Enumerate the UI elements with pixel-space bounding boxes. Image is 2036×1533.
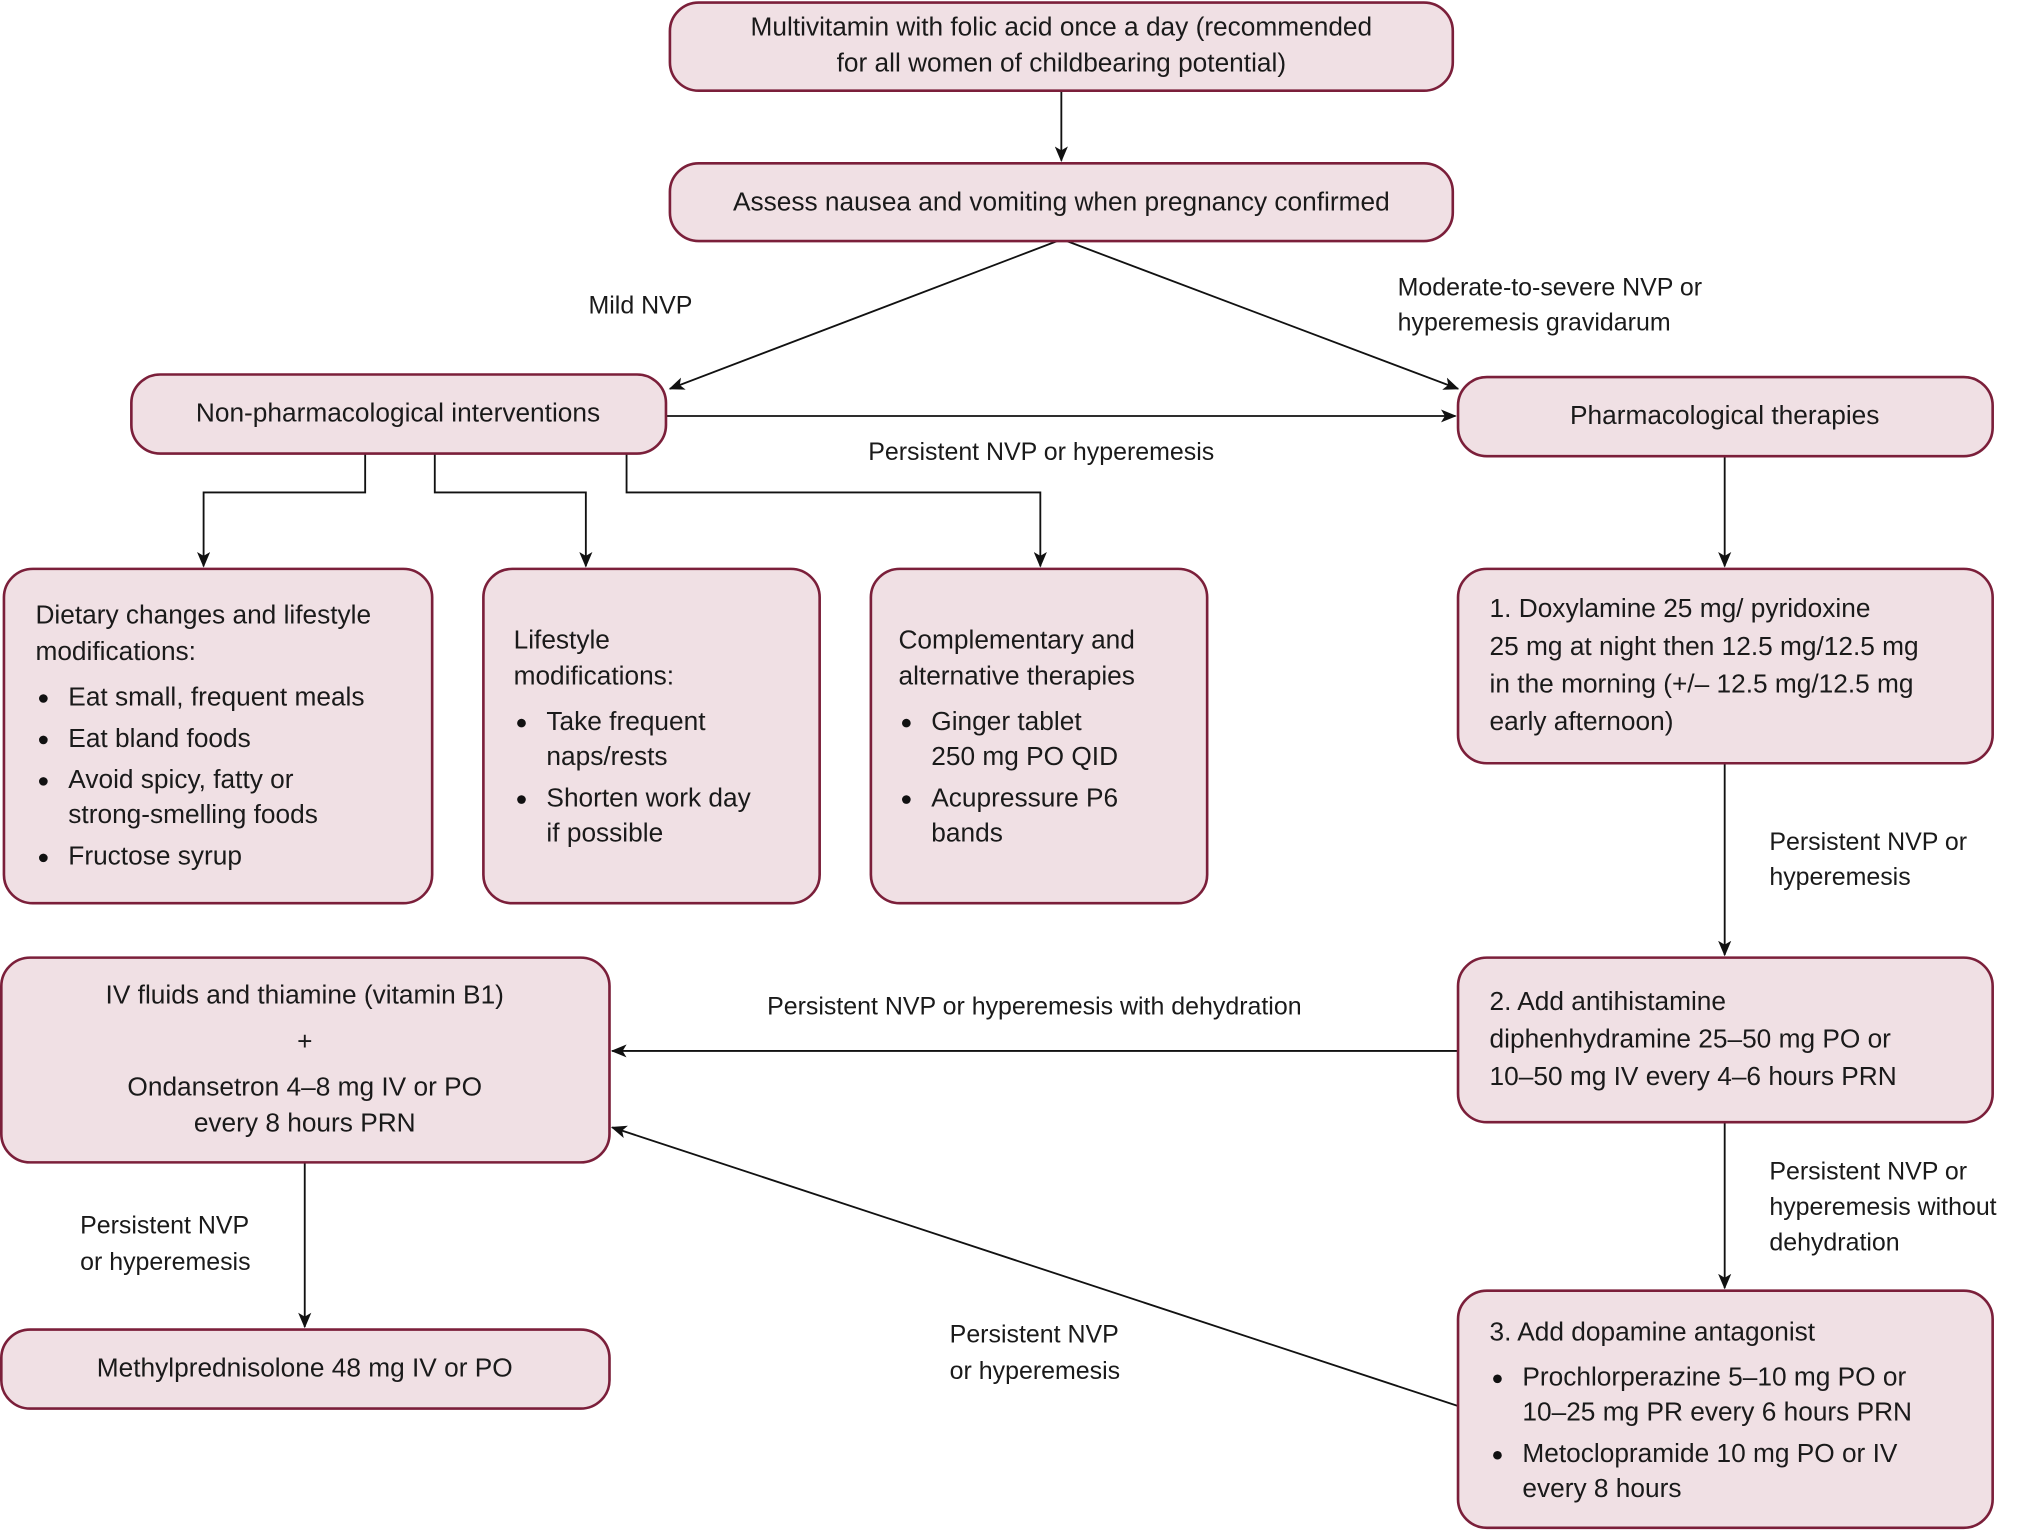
bullet-text: if possible — [546, 817, 664, 848]
node-text-line: Pharmacological therapies — [1569, 400, 1880, 431]
edge-label-without_dehydration — [1769, 1158, 1996, 1256]
bullet-text: Take frequent — [546, 706, 706, 736]
bullet-text: Acupressure P6 — [931, 782, 1119, 813]
node-nonpharm — [131, 375, 666, 454]
edge-label-line: hyperemesis without — [1769, 1194, 1997, 1221]
node-text-line: 1. Doxylamine 25 mg/ pyridoxine — [1489, 593, 1871, 624]
node-dopamine — [1458, 1291, 1993, 1528]
edge-label-line: Persistent NVP or hyperemesis — [868, 439, 1215, 467]
node-text-line: Lifestyle — [513, 624, 610, 655]
node-pharm — [1458, 377, 1993, 456]
bullet-text: Avoid spicy, fatty or — [68, 764, 294, 795]
bullet-icon — [39, 694, 48, 703]
bullet-text: every 8 hours — [1522, 1473, 1682, 1504]
node-text-line: in the morning (+/– 12.5 mg/12.5 mg — [1489, 668, 1914, 699]
edge-label-persistent_dopamine — [950, 1322, 1120, 1385]
node-text-line: Complementary and — [898, 624, 1135, 655]
bullet-icon — [902, 795, 911, 804]
node-antihistamine — [1458, 958, 1993, 1123]
bullet-icon — [39, 854, 48, 863]
node-text-line: Assess nausea and vomiting when pregnancy confirmed — [732, 186, 1390, 217]
bullet-text: bands — [931, 817, 1003, 848]
edge-label-line: or hyperemesis — [949, 1357, 1121, 1385]
edge-label-line: dehydration — [1769, 1229, 1900, 1257]
edge-label-line: hyperemesis gravidarum — [1397, 309, 1671, 337]
node-complementary — [871, 569, 1207, 903]
node-multivitamin — [670, 3, 1453, 91]
edge-label-dehydration — [767, 994, 1301, 1021]
node-text-line: IV fluids and thiamine (vitamin B1) — [105, 979, 504, 1010]
edge-label-line: Persistent NVP or hyperemesis with dehydration — [767, 993, 1302, 1021]
bullet-text: 250 mg PO QID — [931, 741, 1119, 771]
node-text-line: early afternoon) — [1489, 706, 1674, 736]
bullet-text: Eat bland foods — [68, 722, 251, 753]
node-text-line: Ondansetron 4–8 mg IV or PO — [127, 1071, 483, 1102]
bullet-text: Prochlorperazine 5–10 mg PO or — [1522, 1361, 1907, 1392]
edge-label-line: Persistent NVP — [80, 1212, 250, 1240]
node-text-line: for all women of childbearing potential) — [836, 47, 1287, 78]
edge-label-moderate — [1398, 275, 1702, 337]
bullet-text: naps/rests — [546, 741, 668, 771]
bullet-icon — [1493, 1375, 1502, 1384]
edge-label-line: Moderate-to-severe NVP or — [1397, 274, 1703, 302]
bullet-icon — [39, 736, 48, 745]
bullet-text: Ginger tablet — [931, 706, 1082, 736]
node-iv_fluids — [1, 958, 609, 1163]
node-text-line: Methylprednisolone 48 mg IV or PO — [96, 1352, 513, 1383]
bullet-text: Fructose syrup — [68, 840, 242, 871]
node-methylprednisolone — [1, 1330, 609, 1409]
node-text-line: 2. Add antihistamine — [1489, 986, 1727, 1016]
edge-label-line: Persistent NVP — [949, 1321, 1119, 1349]
node-text-line: 25 mg at night then 12.5 mg/12.5 mg — [1489, 630, 1919, 661]
bullet-text: 10–25 mg PR every 6 hours PRN — [1522, 1396, 1913, 1427]
node-box — [483, 569, 819, 903]
edge-label-persistent_doxy — [1769, 829, 1967, 891]
edge-label-persistent_top — [868, 439, 1214, 466]
bullet-icon — [39, 777, 48, 786]
arrow-nonpharm-to-dietary — [204, 454, 366, 567]
bullet-icon — [517, 719, 526, 728]
edge-label-line: Persistent NVP or — [1769, 1158, 1968, 1186]
edge-label-line: Persistent NVP or — [1769, 829, 1968, 857]
node-box — [871, 569, 1207, 903]
bullet-text: Shorten work day — [546, 782, 751, 813]
node-text-line: every 8 hours PRN — [193, 1107, 416, 1138]
node-text-line: modifications: — [35, 636, 196, 666]
edge-label-line: hyperemesis — [1769, 864, 1911, 892]
bullet-icon — [1493, 1451, 1502, 1460]
node-doxylamine — [1458, 569, 1993, 763]
edge-label-persistent_iv — [80, 1213, 250, 1276]
bullet-text: strong-smelling foods — [68, 799, 318, 830]
node-text-line: diphenhydramine 25–50 mg PO or — [1489, 1023, 1891, 1054]
node-text-line: modifications: — [513, 660, 675, 691]
node-lifestyle — [483, 569, 819, 903]
node-text-line: 3. Add dopamine antagonist — [1489, 1316, 1816, 1347]
node-text-line: alternative therapies — [898, 660, 1135, 691]
node-dietary — [4, 569, 432, 903]
bullet-icon — [517, 795, 526, 804]
arrow-nonpharm-to-lifestyle — [435, 454, 586, 567]
node-text-line: 10–50 mg IV every 4–6 hours PRN — [1489, 1061, 1897, 1091]
edge-label-line: Mild NVP — [588, 292, 693, 320]
bullet-icon — [902, 719, 911, 728]
arrow-assess-to-nonpharm — [670, 241, 1057, 389]
bullet-text: Eat small, frequent meals — [68, 681, 365, 712]
arrow-nonpharm-to-complementary — [627, 454, 1041, 567]
node-text-line: Non-pharmacological interventions — [195, 397, 601, 428]
edge-label-mild — [588, 293, 692, 320]
node-text-line: Dietary changes and lifestyle — [35, 599, 372, 630]
bullet-text: Metoclopramide 10 mg PO or IV — [1522, 1438, 1898, 1469]
edge-label-line: or hyperemesis — [80, 1249, 251, 1276]
node-text-line: + — [297, 1026, 313, 1056]
node-text-line: Multivitamin with folic acid once a day (recommended — [750, 11, 1373, 42]
node-assess — [670, 163, 1453, 241]
